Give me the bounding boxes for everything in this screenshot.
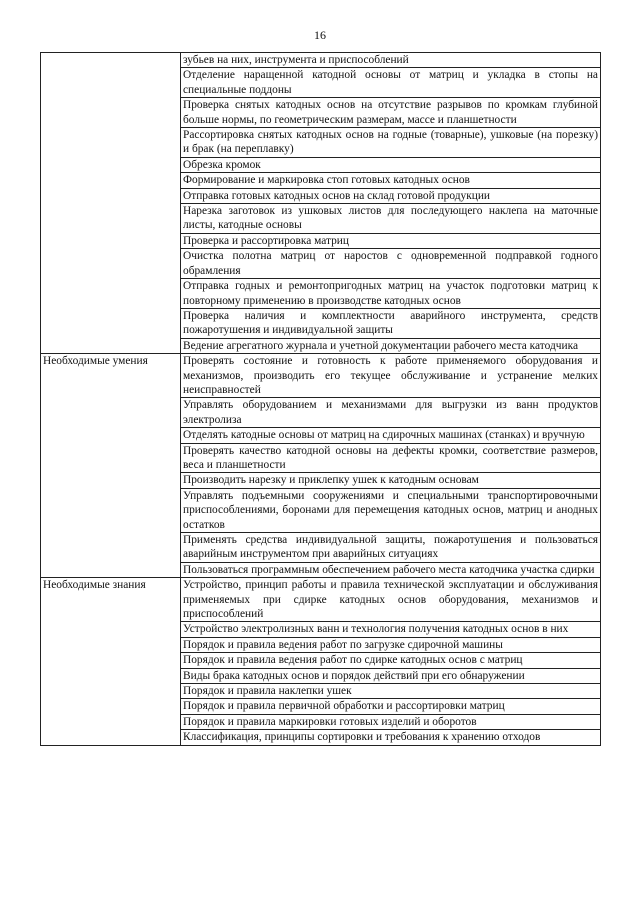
row-text: Ведение агрегатного журнала и учетной документации рабочего места катодчика [181, 338, 601, 353]
group-label-labor-actions [41, 53, 181, 354]
page-number: 16 [314, 28, 326, 42]
row-text: Отделение наращенной катодной основы от матриц и укладка в стопы на специальные поддоны [181, 68, 601, 98]
table-row [41, 53, 601, 68]
row-text: Порядок и правила маркировки готовых изделий и оборотов [181, 714, 601, 729]
row-text: Производить нарезку и приклепку ушек к катодным основам [181, 473, 601, 488]
requirements-table-body [41, 53, 601, 746]
row-text: Порядок и правила ведения работ по загрузке сдирочной машины [181, 637, 601, 652]
row-text: Классификация, принципы сортировки и требования к хранению отходов [181, 730, 601, 745]
table-row [41, 354, 601, 398]
row-text: Рассортировка снятых катодных основ на годные (товарные), ушковые (на порезку) и брак (на переплавку) [181, 128, 601, 158]
row-text: Проверка снятых катодных основ на отсутствие разрывов по кромкам глубиной больше нормы, по геометрическим размерам, массе и планшетности [181, 98, 601, 128]
row-text: Управлять подъемными сооружениями и специальными транспортировочными приспособлениями, боронами для перемещения катодных основ, матриц и анодных остатков [181, 488, 601, 532]
row-text: Нарезка заготовок из ушковых листов для последующего наклепа на маточные листы, катодные основы [181, 204, 601, 234]
row-text: Формирование и маркировка стоп готовых катодных основ [181, 173, 601, 188]
row-text: Обрезка кромок [181, 157, 601, 172]
row-text: Управлять оборудованием и механизмами для выгрузки из ванн продуктов электролиза [181, 398, 601, 428]
row-text: зубьев на них, инструмента и приспособлений [181, 53, 601, 68]
row-text: Виды брака катодных основ и порядок действий при его обнаружении [181, 668, 601, 683]
row-text: Отделять катодные основы от матриц на сдирочных машинах (станках) и вручную [181, 428, 601, 443]
requirements-table [40, 52, 601, 746]
row-text: Отправка годных и ремонтопригодных матриц на участок подготовки матриц к повторному применению в производстве катодных основ [181, 279, 601, 309]
table-row [41, 578, 601, 622]
row-text: Пользоваться программным обеспечением рабочего места катодчика участка сдирки [181, 562, 601, 577]
row-text: Применять средства индивидуальной защиты, пожаротушения и пользоваться аварийным инструментом при аварийных ситуациях [181, 533, 601, 563]
row-text: Порядок и правила первичной обработки и рассортировки матриц [181, 699, 601, 714]
group-label-required-skills: Необходимые умения [41, 354, 181, 578]
group-label-required-knowledge: Необходимые знания [41, 578, 181, 745]
row-text: Проверка наличия и комплектности аварийного инструмента, средств пожаротушения и индивидуальной защиты [181, 308, 601, 338]
row-text: Проверка и рассортировка матриц [181, 233, 601, 248]
row-text: Очистка полотна матриц от наростов с одновременной подправкой годного обрамления [181, 249, 601, 279]
row-text: Устройство, принцип работы и правила технической эксплуатации и обслуживания применяемых при сдирке катодных основ оборудования, механизмов и приспособлений [181, 578, 601, 622]
row-text: Отправка готовых катодных основ на склад готовой продукции [181, 188, 601, 203]
row-text: Порядок и правила наклепки ушек [181, 684, 601, 699]
row-text: Устройство электролизных ванн и технология получения катодных основ в них [181, 622, 601, 637]
row-text: Проверять состояние и готовность к работе применяемого оборудования и механизмов, производить его текущее обслуживание и устранение мелких неисправностей [181, 354, 601, 398]
row-text: Проверять качество катодной основы на дефекты кромки, соответствие размеров, веса и планшетности [181, 443, 601, 473]
row-text: Порядок и правила ведения работ по сдирке катодных основ с матриц [181, 653, 601, 668]
